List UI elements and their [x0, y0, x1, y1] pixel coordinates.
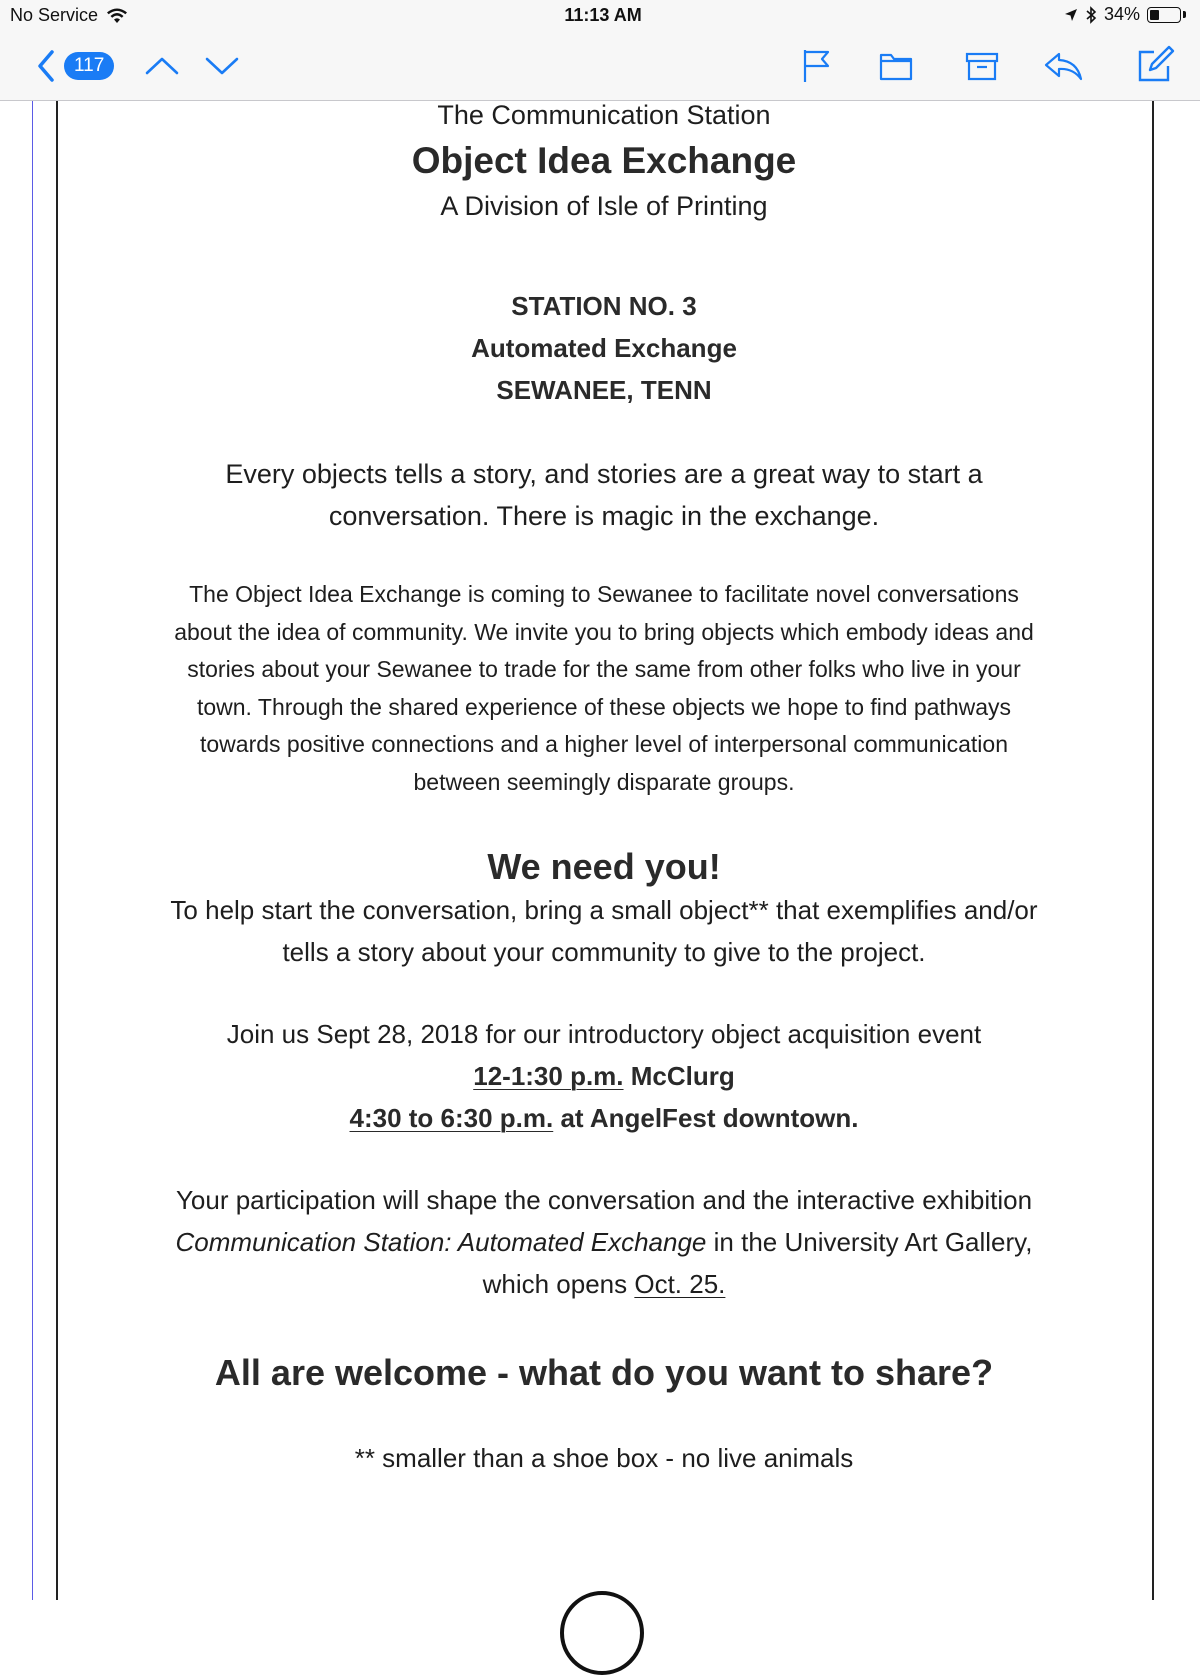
org-name: The Communication Station	[437, 100, 771, 130]
back-count-badge: 117	[64, 52, 114, 80]
station-block	[100, 285, 1108, 411]
event-time-2-link[interactable]: 4:30 to 6:30 p.m.	[349, 1103, 554, 1133]
chevron-left-icon	[36, 49, 56, 83]
event-section	[100, 1013, 1108, 1139]
description-line: The Object Idea Exchange is coming to Sewanee to facilitate novel conversations	[189, 581, 1019, 607]
next-message-button[interactable]	[204, 50, 240, 82]
battery-tip	[1183, 11, 1186, 18]
battery-icon	[1147, 7, 1181, 23]
event-place-2: at AngelFest downtown.	[553, 1103, 859, 1133]
left-guide-line	[32, 101, 33, 1600]
chevron-up-icon	[145, 56, 179, 76]
archive-button[interactable]	[964, 48, 1000, 84]
status-right-group	[1064, 4, 1186, 25]
flyer	[100, 101, 1108, 1475]
station-name: Automated Exchange	[471, 333, 737, 363]
mail-toolbar	[0, 32, 1200, 101]
event-intro: Join us Sept 28, 2018 for our introductory object acquisition event	[226, 1019, 982, 1049]
archive-icon	[965, 51, 999, 81]
previous-message-button[interactable]	[144, 50, 180, 82]
participation-section	[100, 1179, 1108, 1305]
participation-line	[100, 1263, 1108, 1305]
station-number: STATION NO. 3	[511, 291, 697, 321]
welcome-heading: All are welcome - what do you want to share?	[214, 1352, 994, 1393]
event-time-2	[100, 1097, 1108, 1139]
folder-icon	[879, 51, 913, 81]
flyer-title: Object Idea Exchange	[411, 140, 797, 181]
reply-button[interactable]	[1042, 48, 1084, 84]
chevron-down-icon	[205, 56, 239, 76]
flag-button[interactable]	[800, 46, 834, 86]
flyer-border-left	[56, 101, 58, 1600]
station-location: SEWANEE, TENN	[496, 375, 712, 405]
description-line: about the idea of community. We invite you to bring objects which embody ideas and	[174, 618, 1034, 645]
bluetooth-icon	[1085, 6, 1097, 24]
message-body	[0, 101, 1200, 1600]
footnote: ** smaller than a shoe box - no live animals	[354, 1443, 854, 1473]
division-line: A Division of Isle of Printing	[440, 191, 768, 221]
event-time-1	[100, 1055, 1108, 1097]
description-line: between seemingly disparate groups.	[413, 768, 795, 795]
description-paragraph	[100, 576, 1108, 801]
opens-text: which opens	[482, 1269, 635, 1299]
description-line: stories about your Sewanee to trade for the same from other folks who live in your	[187, 656, 1021, 682]
location-arrow-icon	[1064, 8, 1078, 22]
battery-fill	[1150, 10, 1159, 20]
intro-paragraph	[100, 453, 1108, 537]
need-line: To help start the conversation, bring a small object** that exemplifies and/or	[170, 895, 1038, 925]
event-place-1: McClurg	[623, 1061, 735, 1091]
move-to-folder-button[interactable]	[878, 48, 914, 84]
status-bar	[0, 0, 1200, 32]
description-line: towards positive connections and a higher level of interpersonal communication	[199, 731, 1008, 757]
compose-icon	[1136, 44, 1176, 84]
carrier-label: No Service	[10, 5, 99, 25]
clock: 11:13 AM	[564, 5, 642, 25]
logo-partial	[560, 1591, 644, 1675]
compose-button[interactable]	[1136, 44, 1176, 84]
need-heading: We need you!	[487, 846, 721, 887]
intro-line: Every objects tells a story, and stories are a great way to start a	[225, 459, 983, 489]
open-date-link[interactable]: Oct. 25.	[634, 1269, 726, 1299]
exhibition-title: Communication Station: Automated Exchange	[175, 1227, 707, 1257]
gallery-text: in the University Art Gallery,	[706, 1227, 1033, 1257]
participation-line	[100, 1221, 1108, 1263]
need-line: tells a story about your community to give to the project.	[282, 937, 926, 967]
flag-icon	[802, 48, 832, 84]
battery-percent: 34%	[1103, 4, 1140, 24]
event-time-1-link[interactable]: 12-1:30 p.m.	[473, 1061, 624, 1091]
description-line: town. Through the shared experience of these objects we hope to find pathways	[196, 693, 1012, 720]
reply-icon	[1043, 51, 1083, 81]
participation-line: Your participation will shape the conversation and the interactive exhibition	[175, 1185, 1033, 1215]
intro-line: conversation. There is magic in the exchange.	[328, 501, 880, 531]
flyer-border-right	[1152, 101, 1154, 1600]
need-section	[100, 845, 1108, 973]
back-button[interactable]	[36, 46, 114, 86]
